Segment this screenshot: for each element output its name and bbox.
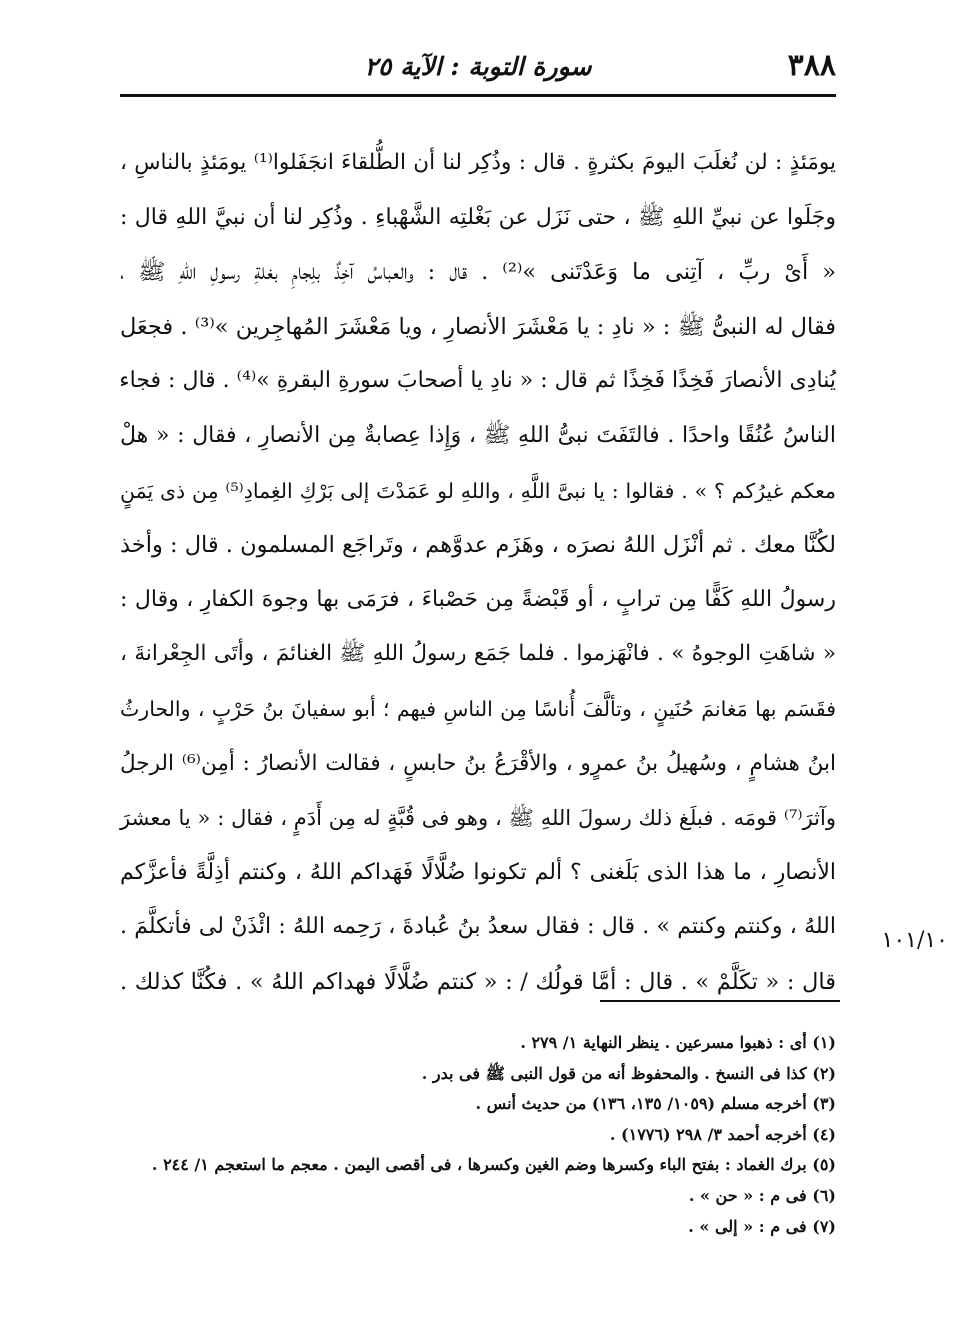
text-line: فقَسَم بها مَغانمَ حُنَينٍ ، وتألَّفَ أُناسًا مِن الناسِ فيهم ؛ أبو سفيانَ بنُ حَرْبٍ ، والحارثُ	[120, 696, 836, 721]
text-line: لكُنَّا معك . ثم أنْزَل اللهُ نصرَه ، وهَزَم عدوَّهم ، وتَراجَع المسلمون . قال : وأخذ	[119, 532, 836, 559]
text-line: يومَئذٍ : لن نُغلَبَ اليومَ بكثرةٍ . قال : وذُكِر لنا أن الطُّلقاءَ انجَفَلوا⁽¹⁾ يومَئذٍ بالناسِ ،	[120, 150, 836, 175]
text-line: قال : « تكَلَّمْ » . قال : أمَّا قولُك / : « كنتم ضُلَّالًا فهداكم اللهُ » . فكُنَّا كذلك .	[120, 968, 836, 995]
text-line: اللهُ ، وكنتم وكنتم » . قال : فقال سعدُ بنُ عُبادةَ ، رَحِمه اللهُ : ائْذَنْ لى فأتكلَّمَ .	[120, 914, 836, 940]
header-rule	[120, 94, 836, 97]
footnote: (٣) أخرجه مسلم (١٠٥٩/ ١٣٥، ١٣٦) من حديث أنس .	[475, 1094, 836, 1114]
text-line: وآثرَ⁽⁷⁾ قومَه . فبلَغ ذلك رسولَ اللهِ ﷺ ، وهو فى قُبَّةٍ له مِن أَدَمٍ ، فقال : « يا معشرَ	[120, 806, 836, 831]
text-line: « شاهَتِ الوجوهُ » . فانْهَزموا . فلما جَمَع رسولُ اللهِ ﷺ الغنائمَ ، وأتَى الجِعْرانةَ ،	[120, 641, 836, 667]
text-line: ابنُ هشامٍ ، وسُهيلُ بنُ عمرٍو ، والأقْرَعُ بنُ حابسٍ ، فقالت الأنصارُ : أمِن⁽⁶⁾ الرجلُ	[120, 750, 836, 776]
text-line: الأنصارِ ، ما هذا الذى بَلَغنى ؟ ألم تكونوا ضُلَّالًا فَهَداكم اللهُ ، وكنتم أذِلَّةً فأعزَّكم	[120, 859, 836, 885]
text-line: « أَىْ ربِّ ، آتِنى ما وَعَدْتَنى »⁽²⁾ . قال : والعباسُ آخِذٌ بلِجامِ بغلةِ رسولِ اللهِ ﷺ ،	[120, 259, 836, 286]
body-text	[120, 136, 836, 1010]
text-line: يُنادِى الأنصارَ فَخِذًا فَخِذًا ثم قال : « نادِ يا أصحابَ سورةِ البقرةِ »⁽⁴⁾ . قال : فجاء	[119, 368, 836, 394]
footnote: (٧) فى م : « إلى » .	[688, 1216, 836, 1236]
margin-reference: ١٠١/١٠	[881, 928, 948, 953]
footnote: (١) أى : ذهبوا مسرعين . ينظر النهاية ١/ ٢٧٩ .	[520, 1033, 836, 1052]
footnote: (٦) فى م : « حن » .	[688, 1185, 836, 1205]
running-title: سورة التوبة : الآية ٢٥	[364, 52, 592, 81]
page-header	[120, 38, 836, 94]
footnote: (٢) كذا فى النسخ . والمحفوظ أنه من قول النبى ﷺ فى بدر .	[421, 1063, 836, 1083]
page-number: ٣٨٨	[787, 48, 836, 83]
text-line: فقال له النبىُّ ﷺ : « نادِ : يا مَعْشَرَ الأنصارِ ، ويا مَعْشَرَ المُهاجِرين »⁽³⁾ . فجعَل	[120, 313, 836, 340]
text-line: الناسُ عُنُقًا واحدًا . فالتَفَتَ نبىُّ اللهِ ﷺ ، وَإِذا عِصابةٌ مِن الأنصارِ ، فقال : « هلْ	[120, 422, 836, 448]
footnote: (٥) برك الغماد : بفتح الباء وكسرها وضم الغين وكسرها ، فى أقصى اليمن . معجم ما استعجم ١/ ٢٤٤ .	[151, 1155, 836, 1175]
text-line: معكم غيرُكم ؟ » . فقالوا : يا نبىَّ اللَّهِ ، واللهِ لو عَمَدْتَ إلى بَرْكِ الغِمادِ⁽⁵⁾ مِن ذى يَمَنٍ	[120, 478, 836, 503]
text-line: وجَلَوا عن نبيِّ اللهِ ﷺ ، حتى نَزَل عن بَغْلتِه الشَّهْباءِ . وذُكِر لنا أن نبيَّ اللهِ قال :	[120, 204, 836, 230]
footnotes	[120, 1028, 836, 1242]
footnote: (٤) أخرجه أحمد ٣/ ٢٩٨ (١٧٧٦) .	[609, 1124, 836, 1144]
footnote-rule	[600, 1000, 840, 1002]
text-line: رسولُ اللهِ كَفًّا مِن ترابٍ ، أو قَبْضةً مِن حَصْباءَ ، فرَمَى بها وجوهَ الكفارِ ، وقال :	[120, 586, 836, 612]
